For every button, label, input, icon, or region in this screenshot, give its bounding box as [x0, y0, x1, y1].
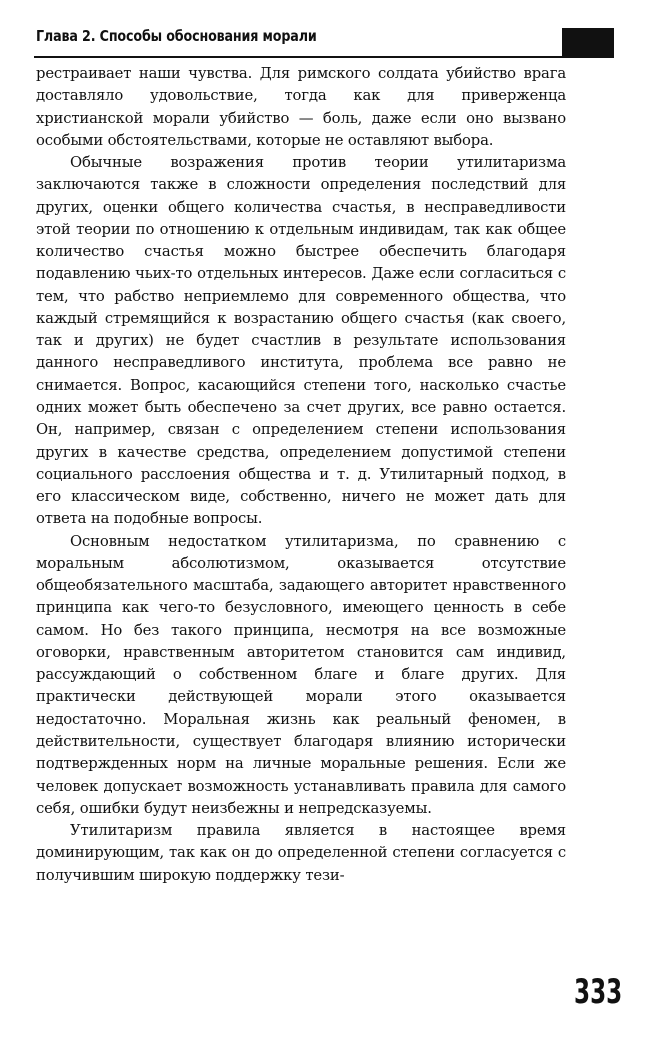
running-header [34, 22, 614, 58]
paragraph-4: Утилитаризм правила является в настоящее время доминирующим, так как он до определенной степени согласуется с получившим широкую поддержку тези- [36, 822, 566, 884]
paragraph-2: Обычные возражения против теории утилитаризма заключаются также в сложности определения последствий для других, оценки общего количества счастья, в несправедливости этой теории по отношению к отдельным индивидам, так как общее количество счастья можно быстрее обеспечить благодаря подавлению чьих-то отдельных интересов. Даже если согласиться с тем, что рабство неприемлемо для современного общества, что каждый стремящийся к возрастанию общего счастья (как своего, так и других) не будет счастлив в результате использования данного несправедливого института, проблема все равно не снимается. Вопрос, касающийся степени того, насколько счастье одних может быть обеспечено за счет других, все равно остается. Он, например, связан с определением степени использования других в качестве средства, определением допустимой степени социального расслоения общества и т. д. Утилитарный подход, в его классическом виде, собственно, ничего не может дать для ответа на подобные вопросы. [36, 154, 566, 528]
paragraph-1: рестраивает наши чувства. Для римского солдата убийство врага доставляло удовольствие, тогда как для приверженца христианской морали убийство — боль, даже если оно вызвано особыми обстоятельствами, которые не оставляют выбора. [36, 65, 566, 149]
chapter-title: Глава 2. Способы обоснования морали [36, 27, 317, 45]
paragraph-3: Основным недостатком утилитаризма, по сравнению с моральным абсолютизмом, оказывается отсутствие общеобязательного масштаба, задающего авторитет нравственного принципа как чего-то безусловного, имеющего ценность в себе самом. Но без такого принципа, несмотря на все возможные оговорки, нравственным авторитетом становится сам индивид, рассуждающий о собственном благе и благе других. Для практически действующей морали этого оказывается недостаточно. Моральная жизнь как реальный феномен, в действительности, существует благодаря влиянию исторически подтвержденных норм на личные моральные решения. Если же человек допускает возможность устанавливать правила для самого себя, ошибки будут неизбежны и непредсказуемы. [36, 532, 566, 817]
body-text [36, 63, 566, 887]
header-black-bar [562, 28, 614, 56]
page-number: 333 [574, 972, 623, 1012]
